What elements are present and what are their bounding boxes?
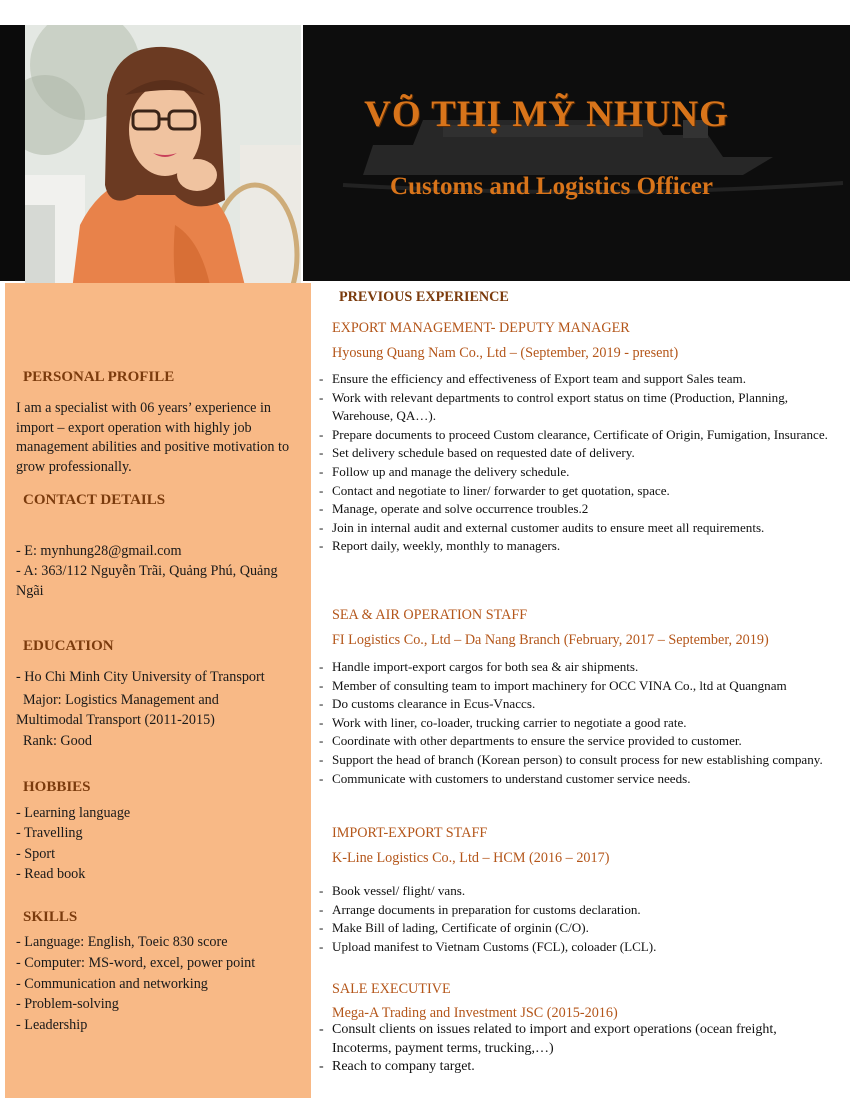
- skills-heading: SKILLS: [23, 909, 78, 925]
- job-title: EXPORT MANAGEMENT- DEPUTY MANAGER: [332, 320, 630, 336]
- contact-email: - E: mynhung28@gmail.com: [16, 543, 182, 559]
- job-duties-list: [317, 658, 832, 788]
- duty-item: - Follow up and manage the delivery schedule.: [317, 463, 832, 482]
- header-banner: [303, 25, 850, 281]
- job-company: FI Logistics Co., Ltd – Da Nang Branch (February, 2017 – September, 2019): [332, 632, 769, 648]
- duty-item: - Arrange documents in preparation for customs declaration.: [317, 901, 832, 920]
- duty-item: - Report daily, weekly, monthly to managers.: [317, 537, 832, 556]
- job-title: SALE EXECUTIVE: [332, 981, 451, 997]
- duty-item: - Make Bill of lading, Certificate of orginin (C/O).: [317, 919, 832, 938]
- duty-item: - Reach to company target.: [317, 1058, 832, 1077]
- personal-profile-heading: PERSONAL PROFILE: [23, 369, 175, 385]
- hobby-item: - Travelling: [16, 825, 83, 841]
- skill-item: - Problem-solving: [16, 996, 119, 1012]
- duty-item: - Join in internal audit and external customer audits to ensure meet all requirements.: [317, 519, 832, 538]
- job-title: SEA & AIR OPERATION STAFF: [332, 607, 528, 623]
- education-rank: Rank: Good: [23, 733, 92, 749]
- duty-item: - Coordinate with other departments to ensure the service provided to customer.: [317, 732, 832, 751]
- duty-item: - Ensure the efficiency and effectiveness of Export team and support Sales team.: [317, 370, 832, 389]
- duty-item: - Support the head of branch (Korean person) to consult process for new establishing company.: [317, 751, 832, 770]
- duty-item: - Upload manifest to Vietnam Customs (FCL), coloader (LCL).: [317, 938, 832, 957]
- hobbies-heading: HOBBIES: [23, 779, 91, 795]
- hobby-item: - Read book: [16, 866, 86, 882]
- duty-item: - Manage, operate and solve occurrence troubles.2: [317, 500, 832, 519]
- previous-experience-heading: PREVIOUS EXPERIENCE: [339, 289, 509, 305]
- personal-profile-text: I am a specialist with 06 years’ experience in import – export operation with highly job management abilities and positive motivation to grow professionally.: [16, 400, 290, 475]
- education-major: Major: Logistics Management and Multimodal Transport (2011-2015): [16, 692, 219, 728]
- duty-item: - Do customs clearance in Ecus-Vnaccs.: [317, 695, 832, 714]
- duty-item: - Work with relevant departments to control export status on time (Production, Planning, Warehouse, QA…).: [317, 389, 832, 426]
- duty-item: - Set delivery schedule based on requested date of delivery.: [317, 444, 832, 463]
- job-duties-list: [317, 370, 832, 556]
- candidate-title: Customs and Logistics Officer: [390, 173, 713, 200]
- duty-item: - Contact and negotiate to liner/ forwarder to get quotation, space.: [317, 482, 832, 501]
- skill-item: - Leadership: [16, 1017, 88, 1033]
- job-company: Hyosung Quang Nam Co., Ltd – (September, 2019 - present): [332, 345, 679, 361]
- duty-item: - Handle import-export cargos for both sea & air shipments.: [317, 658, 832, 677]
- header-left-band: [0, 25, 25, 281]
- job-duties-list: [317, 1021, 832, 1077]
- hobby-item: - Sport: [16, 846, 56, 862]
- duty-item: - Member of consulting team to import machinery for OCC VINA Co., ltd at Quangnam: [317, 677, 832, 696]
- hobby-item: - Learning language: [16, 805, 131, 821]
- job-company: K-Line Logistics Co., Ltd – HCM (2016 – 2017): [332, 850, 610, 866]
- contact-details-heading: CONTACT DETAILS: [23, 492, 166, 508]
- duty-item: - Work with liner, co-loader, trucking carrier to negotiate a good rate.: [317, 714, 832, 733]
- contact-address: - A: 363/112 Nguyễn Trãi, Quảng Phú, Quảng Ngãi: [16, 563, 278, 599]
- skill-item: - Language: English, Toeic 830 score: [16, 934, 228, 950]
- education-school: - Ho Chi Minh City University of Transport: [16, 669, 265, 685]
- skill-item: - Computer: MS-word, excel, power point: [16, 955, 256, 971]
- duty-item: - Prepare documents to proceed Custom clearance, Certificate of Origin, Fumigation, Insurance.: [317, 426, 832, 445]
- duty-item: - Communicate with customers to understand customer service needs.: [317, 770, 832, 789]
- education-heading: EDUCATION: [23, 638, 114, 654]
- ship-silhouette-icon: [303, 25, 850, 281]
- candidate-name: VÕ THỊ MỸ NHUNG: [364, 94, 729, 135]
- duty-item: - Consult clients on issues related to import and export operations (ocean freight, Incoterms, payment terms, trucking,…): [317, 1021, 832, 1058]
- skill-item: - Communication and networking: [16, 976, 208, 992]
- duty-item: - Book vessel/ flight/ vans.: [317, 882, 832, 901]
- job-duties-list: [317, 882, 832, 956]
- job-company: Mega-A Trading and Investment JSC (2015-2016): [332, 1005, 618, 1021]
- job-title: IMPORT-EXPORT STAFF: [332, 825, 488, 841]
